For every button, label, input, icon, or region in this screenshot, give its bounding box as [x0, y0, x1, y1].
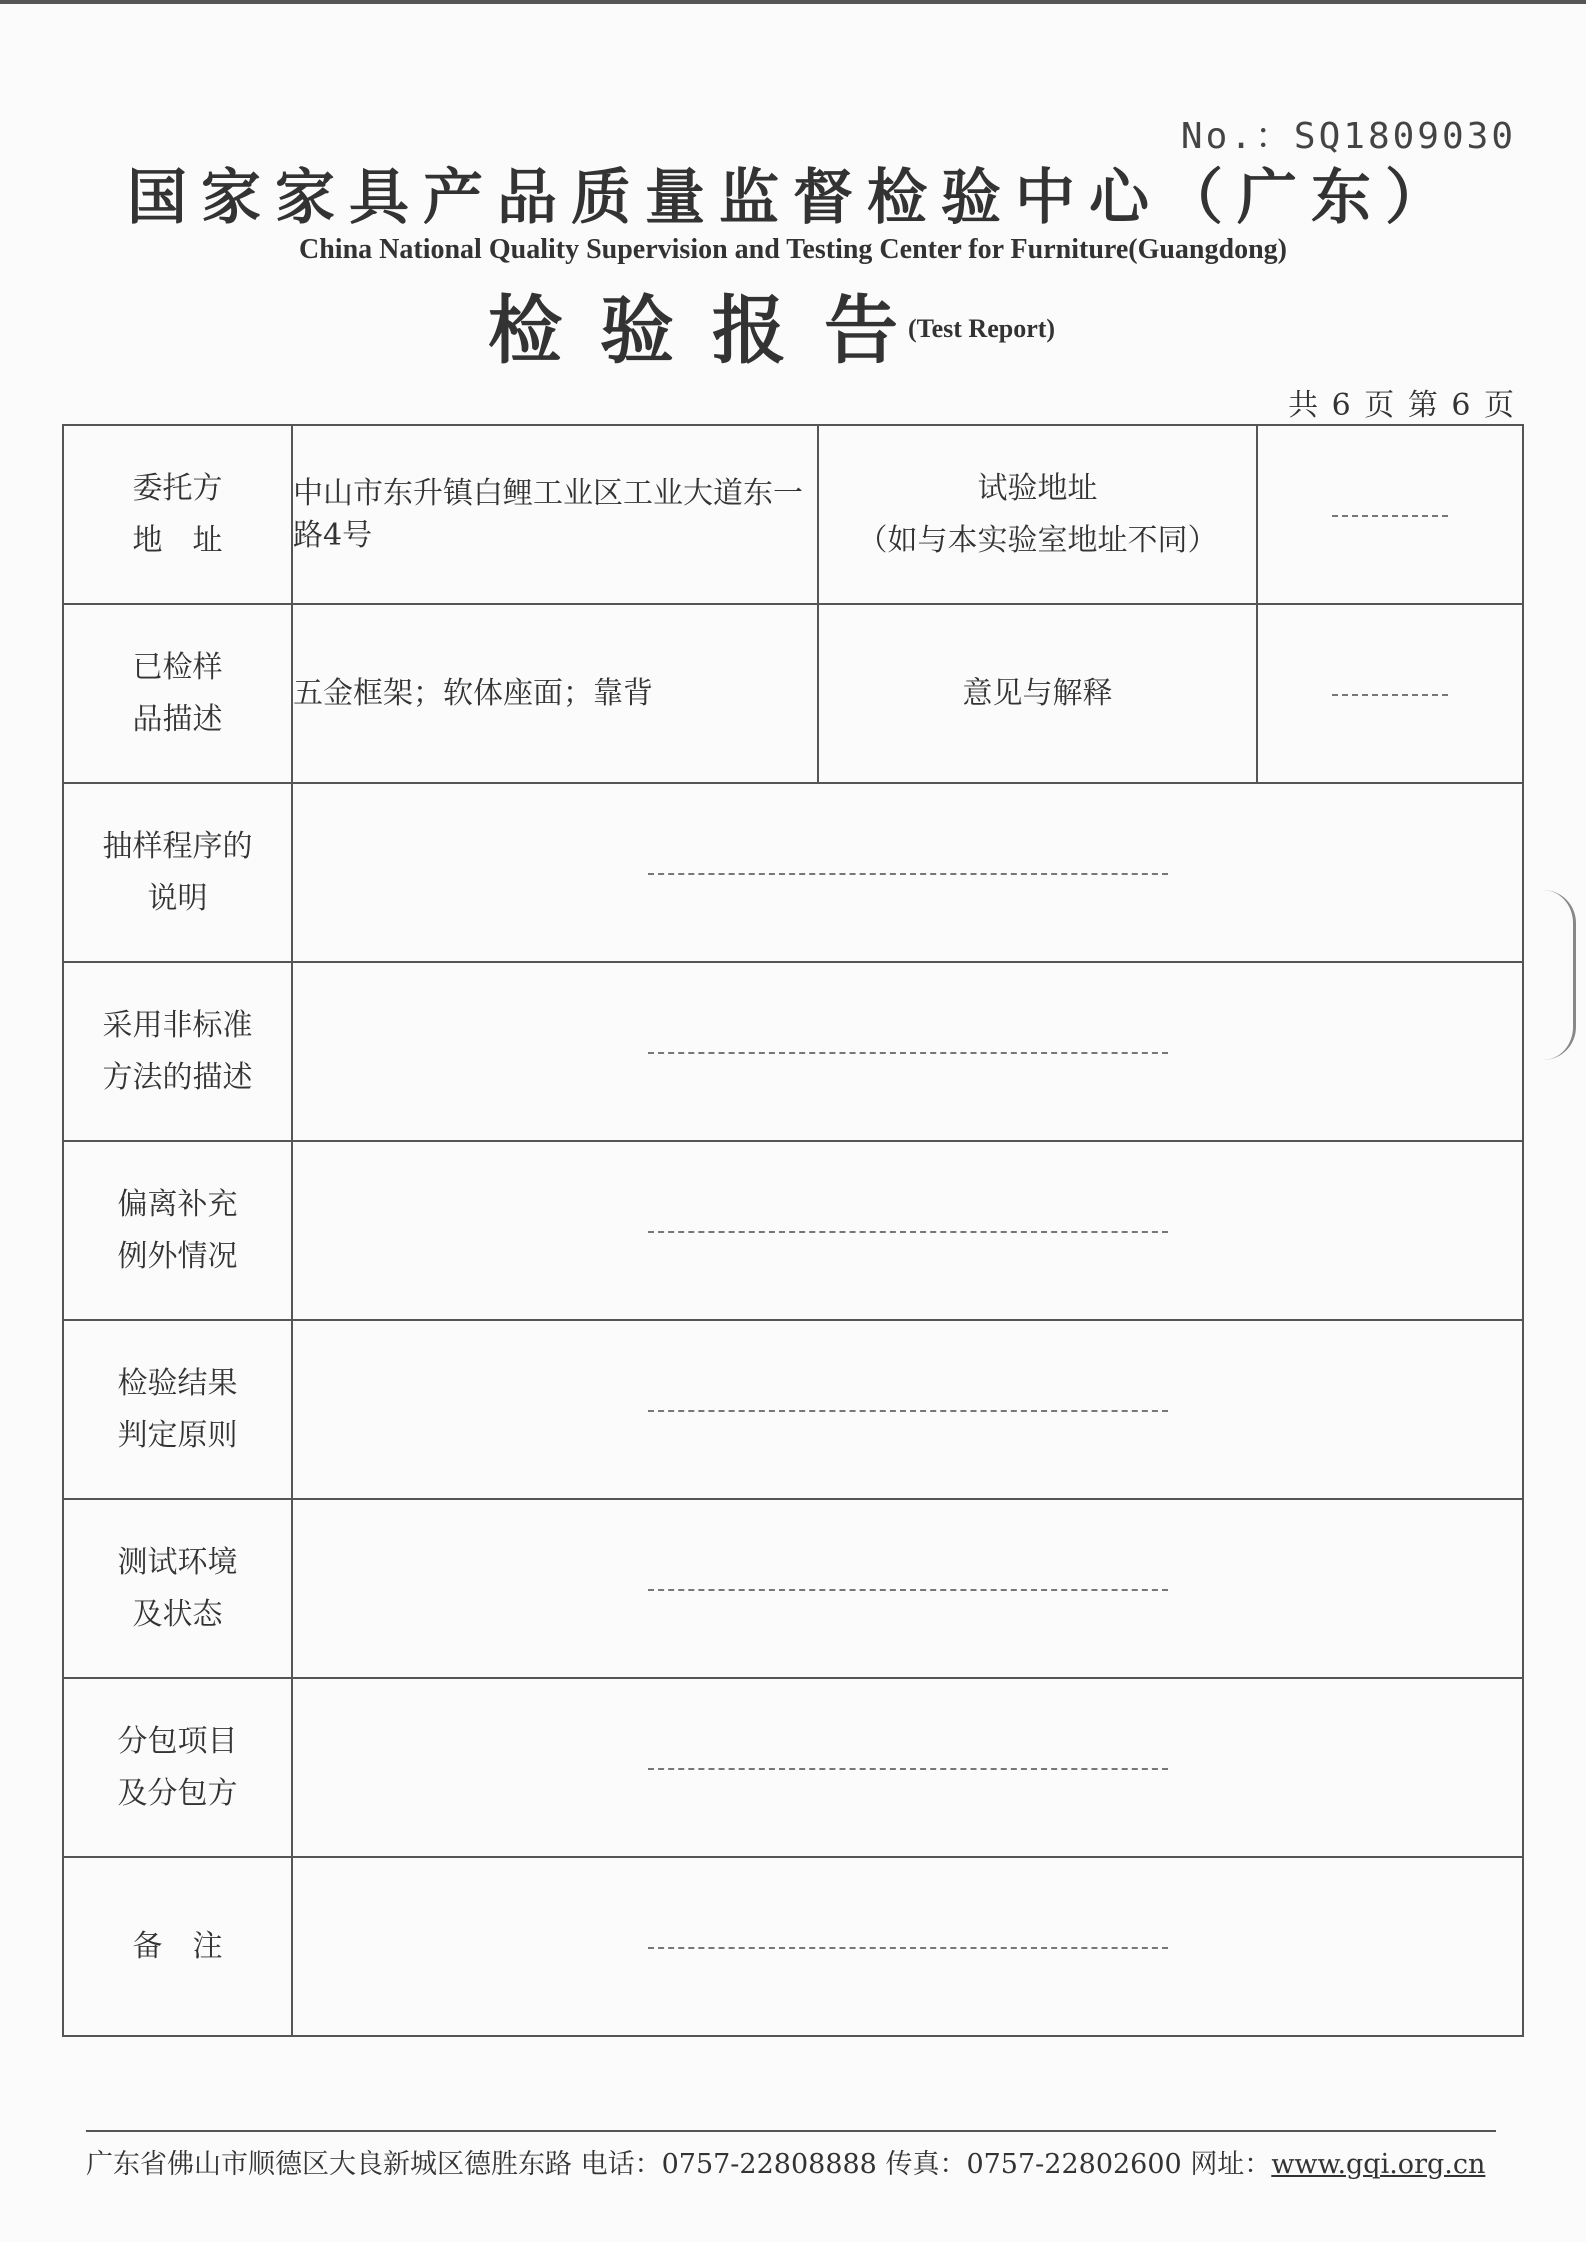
- sampling-procedure-value: [292, 783, 1523, 962]
- nonstandard-method-value: [292, 962, 1523, 1141]
- test-address-label: 试验地址: [977, 470, 1098, 506]
- table-row: [63, 1857, 1523, 2036]
- table-row-client-address: [63, 425, 1523, 604]
- empty-dash: [648, 1947, 1168, 1949]
- nonstandard-method-label: 采用非标准 方法的描述: [63, 962, 292, 1141]
- empty-dash: [1332, 694, 1448, 696]
- table-row: [63, 1141, 1523, 1320]
- test-environment-value: [292, 1499, 1523, 1678]
- footer-address: 广东省佛山市顺德区大良新城区德胜东路: [86, 2149, 572, 2180]
- footer: [86, 2142, 1496, 2181]
- empty-dash: [648, 1410, 1168, 1412]
- report-title-cn: 检验报告: [488, 288, 936, 374]
- table-row: [63, 962, 1523, 1141]
- remarks-value: [292, 1857, 1523, 2036]
- empty-dash: [648, 1052, 1168, 1054]
- judgment-principle-value: [292, 1320, 1523, 1499]
- judgment-principle-label: 检验结果 判定原则: [63, 1320, 292, 1499]
- deviation-value: [292, 1141, 1523, 1320]
- table-row-sample-description: [63, 604, 1523, 783]
- remarks-label: 备 注: [63, 1857, 292, 2036]
- subcontract-label: 分包项目 及分包方: [63, 1678, 292, 1857]
- test-environment-label: 测试环境 及状态: [63, 1499, 292, 1678]
- client-address-label: 委托方 地 址: [63, 425, 292, 604]
- empty-dash: [648, 1231, 1168, 1233]
- sample-description-value: 五金框架；软体座面；靠背: [292, 604, 818, 783]
- report-title-en: (Test Report): [908, 314, 1056, 343]
- page-count: 共 6 页 第 6 页: [1288, 388, 1516, 423]
- table-row: [63, 1320, 1523, 1499]
- scan-edge-mark: [1543, 890, 1576, 1060]
- test-address-label-cell: [818, 425, 1257, 604]
- footer-web-label: 网址：: [1190, 2149, 1272, 2180]
- report-number: No.：SQ1809030: [1180, 116, 1516, 157]
- org-name-cn: 国家家具产品质量监督检验中心（广东）: [127, 163, 1459, 233]
- table-row: [63, 783, 1523, 962]
- client-address-value: 中山市东升镇白鲤工业区工业大道东一路4号: [292, 425, 818, 604]
- table-row: [63, 1678, 1523, 1857]
- deviation-label: 偏离补充 例外情况: [63, 1141, 292, 1320]
- org-name-en: China National Quality Supervision and Testing Center for Furniture(Guangdong): [299, 234, 1287, 265]
- opinion-value: [1257, 604, 1523, 783]
- sample-description-label: 已检样 品描述: [63, 604, 292, 783]
- page-top-edge: [0, 0, 1586, 4]
- footer-web-link[interactable]: www.gqi.org.cn: [1271, 2149, 1486, 2180]
- table-row: [63, 1499, 1523, 1678]
- footer-phone: 电话：0757-22808888: [580, 2149, 877, 2180]
- footer-fax: 传真：0757-22802600: [885, 2149, 1182, 2180]
- empty-dash: [648, 873, 1168, 875]
- footer-divider: [86, 2130, 1496, 2132]
- test-address-note: （如与本实验室地址不同）: [857, 522, 1218, 558]
- empty-dash: [648, 1768, 1168, 1770]
- report-table: [62, 424, 1524, 2037]
- empty-dash: [648, 1589, 1168, 1591]
- opinion-label: 意见与解释: [818, 604, 1257, 783]
- empty-dash: [1332, 515, 1448, 517]
- sampling-procedure-label: 抽样程序的 说明: [63, 783, 292, 962]
- test-address-value: [1257, 425, 1523, 604]
- subcontract-value: [292, 1678, 1523, 1857]
